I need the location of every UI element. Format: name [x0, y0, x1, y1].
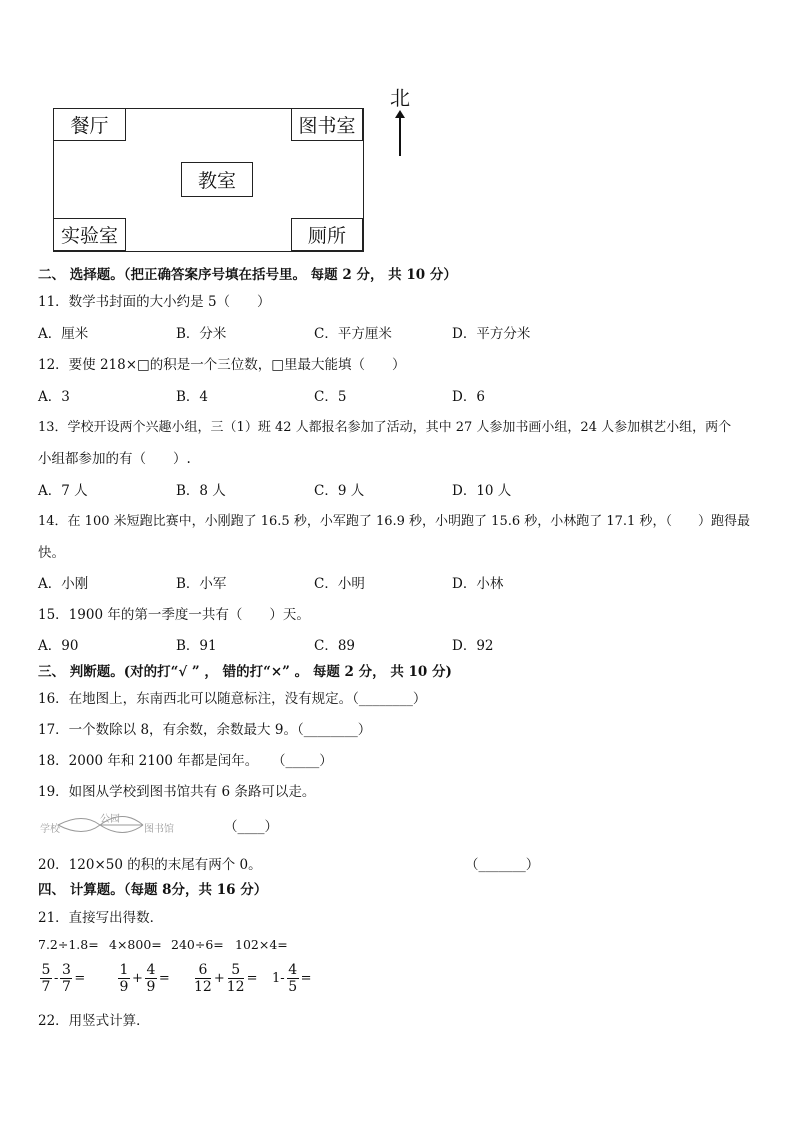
route-park-label: 公园 [100, 814, 120, 825]
q14-line1: 14．在 100 米短跑比赛中，小刚跑了 16.5 秒，小军跑了 16.9 秒，小明跑了 15.6 秒，小林跑了 17.1 秒，（ ）跑得最 [38, 514, 750, 529]
q13-opt-d: D．10 人 [452, 483, 512, 499]
q19-text: 19．如图从学校到图书馆共有 6 条路可以走。 [38, 784, 316, 800]
q12-opt-a: A．3 [38, 389, 70, 405]
q15-opt-a: A．90 [38, 638, 79, 654]
q13-line2: 小组都参加的有（ ）. [38, 451, 191, 467]
q20-blank: （_______） [465, 857, 540, 873]
q11-opt-d: D．平方分米 [452, 326, 531, 342]
q15-opt-c: C．89 [314, 638, 356, 654]
frac-eq: = [300, 971, 312, 986]
q18-blank: （_____） [272, 753, 333, 769]
q13-opt-c: C．9 人 [314, 483, 365, 499]
calc-item: 4×800= [109, 937, 162, 952]
frac-den: 9 [119, 979, 129, 995]
q17-text: 17．一个数除以 8，有余数，余数最大 9。（________） [38, 722, 372, 738]
q15-opt-b: B．91 [176, 638, 217, 654]
q21-text: 21．直接写出得数． [38, 910, 164, 926]
room-toilet: 厕所 [291, 218, 363, 251]
q13-opt-b: B．8 人 [176, 483, 226, 499]
frac-den: 5 [288, 979, 298, 995]
q14-opt-c: C．小明 [314, 576, 365, 592]
frac-expr-3 [192, 962, 257, 995]
section2-title: 二、 选择题。（把正确答案序号填在括号里。 每题 2 分， 共 10 分） [38, 267, 457, 283]
frac-den: 12 [194, 979, 212, 995]
frac-op: - [54, 971, 59, 986]
q11-opt-b: B．分米 [176, 326, 227, 342]
frac-eq: = [74, 971, 86, 986]
q12-opt-c: C．5 [314, 389, 347, 405]
frac-num: 5 [41, 962, 51, 978]
frac-den: 7 [41, 979, 51, 995]
frac-num: 5 [231, 962, 241, 978]
frac-num: 3 [61, 962, 71, 978]
q12-opt-d: D．6 [452, 389, 485, 405]
frac-num: 4 [288, 962, 298, 978]
calc-item: 7.2÷1.8= [38, 937, 99, 952]
q12-text: 12．要使 218×□的积是一个三位数，□里最大能填（ ） [38, 357, 406, 373]
room-lab: 实验室 [53, 218, 126, 251]
calc-item: 102×4= [235, 937, 288, 952]
route-library-label: 图书馆 [144, 824, 174, 835]
q22-text: 22．用竖式计算． [38, 1013, 150, 1029]
frac-num: 4 [146, 962, 156, 978]
north-label: 北 [390, 86, 410, 110]
q14-opt-a: A．小刚 [38, 576, 89, 592]
q15-text: 15．1900 年的第一季度一共有（ ）天。 [38, 607, 310, 623]
q15-opt-d: D．92 [452, 638, 494, 654]
q13-line1: 13．学校开设两个兴趣小组，三（1）班 42 人都报名参加了活动，其中 27 人参加书画小组，24 人参加棋艺小组，两个 [38, 420, 732, 435]
frac-num: 6 [198, 962, 208, 978]
section3-title: 三、 判断题。(对的打“√ ” ， 错的打“×” 。 每题 2 分， 共 10 分) [38, 664, 452, 680]
q13-opt-a: A．7 人 [38, 483, 88, 499]
frac-eq: = [158, 971, 170, 986]
frac-eq: = [246, 971, 258, 986]
q14-opt-b: B．小军 [176, 576, 227, 592]
q11-opt-c: C．平方厘米 [314, 326, 392, 342]
frac-num: 1 [119, 962, 129, 978]
room-library: 图书室 [291, 108, 363, 141]
calc-item: 240÷6= [171, 937, 224, 952]
q14-opt-d: D．小林 [452, 576, 504, 592]
room-dining: 餐厅 [53, 108, 126, 141]
frac-whole: 1- [272, 971, 285, 986]
q19-blank: （____） [224, 819, 278, 835]
frac-op: + [132, 971, 143, 986]
q11-text: 11．数学书封面的大小约是 5（ ） [38, 294, 271, 310]
q16-text: 16．在地图上，东南西北可以随意标注，没有规定。（________） [38, 691, 427, 707]
q18-text: 18．2000 年和 2100 年都是闰年。 [38, 753, 259, 769]
room-classroom: 教室 [181, 162, 253, 197]
frac-op: + [213, 971, 225, 986]
frac-den: 7 [61, 979, 71, 995]
frac-expr-4 [272, 962, 312, 995]
q11-opt-a: A．厘米 [38, 326, 89, 342]
frac-expr-2 [116, 962, 170, 995]
north-arrow-icon [392, 108, 408, 158]
frac-den: 12 [226, 979, 245, 995]
section4-title: 四、 计算题。（每题 8分，共 16 分） [38, 882, 268, 898]
q14-line2: 快。 [38, 545, 65, 561]
frac-expr-1 [38, 962, 85, 995]
route-school-label: 学校 [40, 824, 60, 835]
frac-den: 9 [146, 979, 156, 995]
q12-opt-b: B．4 [176, 389, 209, 405]
q20-text: 20．120×50 的积的末尾有两个 0。 [38, 857, 262, 873]
